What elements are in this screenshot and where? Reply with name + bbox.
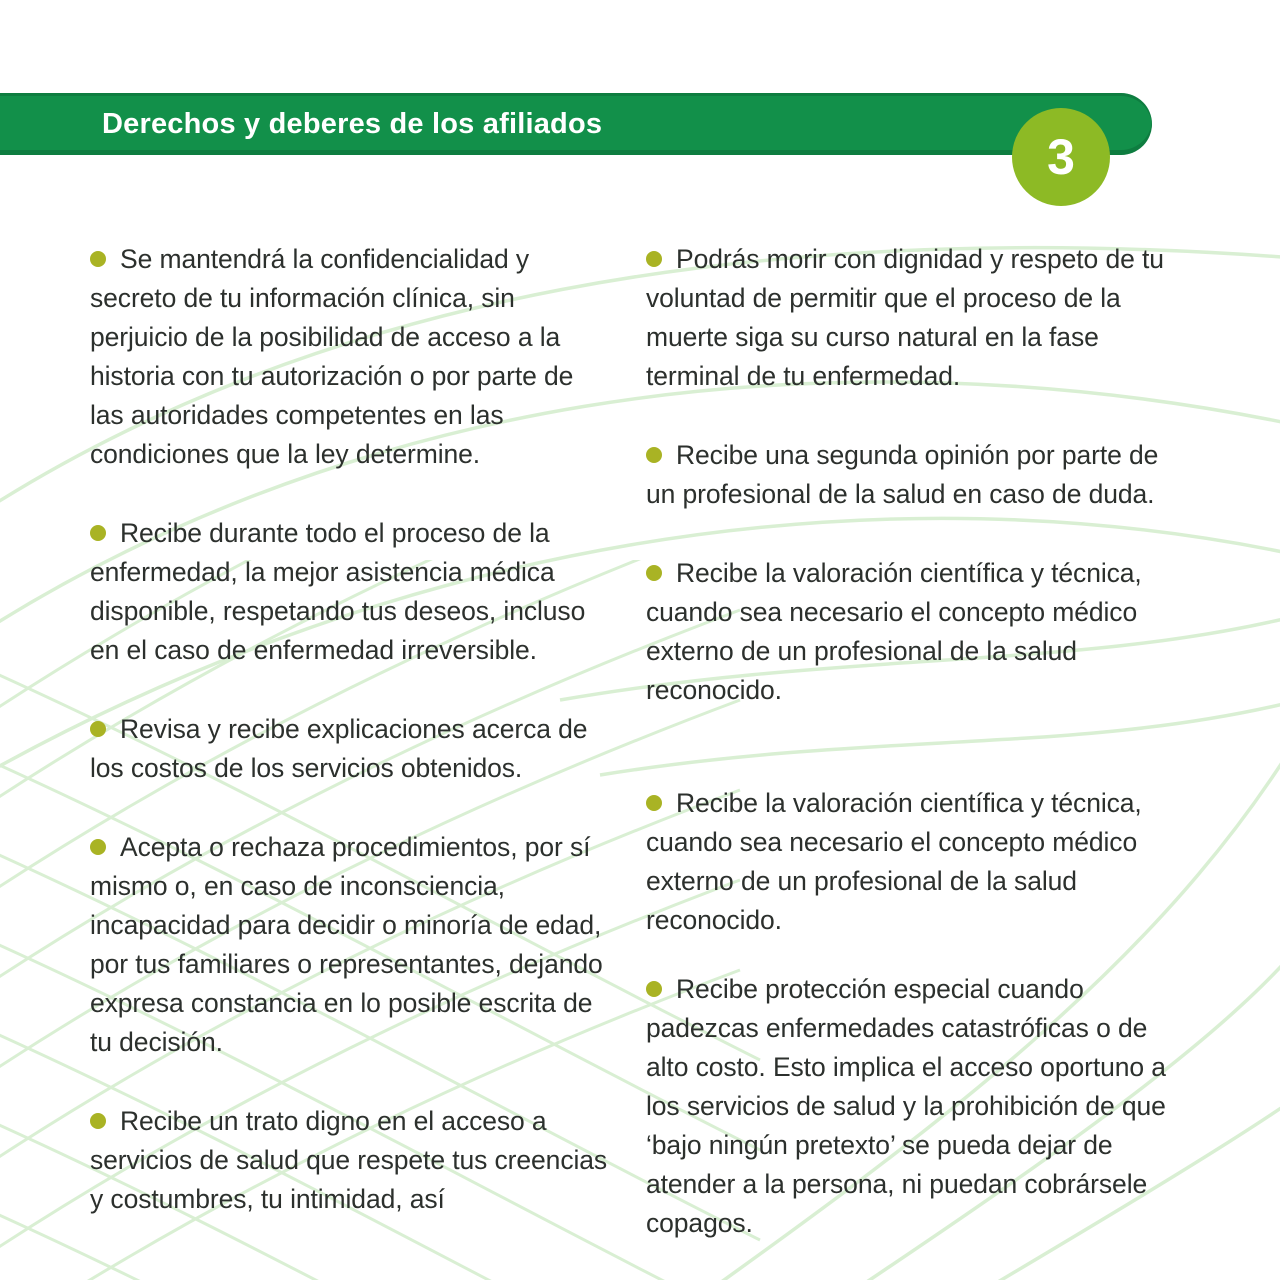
bullet-text: Acepta o rechaza procedimientos, por sí mismo o, en caso de inconsciencia, incapacidad para decidir o minoría de edad, por tus familiares o representantes, dejando expresa constancia en lo posible escrita de tu decisión. (90, 832, 603, 1057)
header-bar (0, 93, 1152, 155)
content-columns (90, 0, 1181, 1283)
bullet-text: Recibe un trato digno en el acceso a servicios de salud que respete tus creencias y costumbres, tu intimidad, así (90, 1106, 608, 1214)
bullet-text: Podrás morir con dignidad y respeto de tu voluntad de permitir que el proceso de la muerte siga su curso natural en la fase terminal de tu enfermedad. (646, 244, 1164, 391)
bullet-text: Recibe protección especial cuando padezcas enfermedades catastróficas o de alto costo. Esto implica el acceso oportuno a los servicios de salud y la prohibición de que ‘bajo ningún pretexto’ se pueda dejar de atender a la persona, ni puedan cobrársele copagos. (646, 974, 1166, 1238)
bullet-dot-icon (90, 839, 106, 855)
right-column (646, 240, 1181, 1283)
bullet-dot-icon (646, 565, 662, 581)
bullet-item (646, 554, 1181, 710)
bullet-text: Recibe durante todo el proceso de la enfermedad, la mejor asistencia médica disponible, respetando tus deseos, incluso en el caso de enfermedad irreversible. (90, 518, 586, 665)
bullet-text: Se mantendrá la confidencialidad y secreto de tu información clínica, sin perjuicio de la posibilidad de acceso a la historia con tu autorización o por parte de las autoridades competentes en las condiciones que la ley determine. (90, 244, 574, 469)
bullet-item (646, 970, 1181, 1243)
bullet-item (646, 436, 1181, 514)
bullet-dot-icon (90, 251, 106, 267)
bullet-dot-icon (90, 1113, 106, 1129)
bullet-item (646, 784, 1181, 940)
page-number-badge (1012, 108, 1110, 206)
bullet-text: Recibe la valoración científica y técnica, cuando sea necesario el concepto médico externo de un profesional de la salud reconocido. (646, 788, 1142, 935)
bullet-item (90, 514, 612, 670)
bullet-text: Revisa y recibe explicaciones acerca de los costos de los servicios obtenidos. (90, 714, 588, 783)
left-column (90, 240, 612, 1283)
bullet-text: Recibe una segunda opinión por parte de un profesional de la salud en caso de duda. (646, 440, 1159, 509)
bullet-dot-icon (90, 525, 106, 541)
bullet-item (90, 240, 612, 474)
bullet-dot-icon (646, 795, 662, 811)
page-number: 3 (1047, 129, 1075, 185)
bullet-dot-icon (646, 251, 662, 267)
bullet-item (90, 710, 612, 788)
bullet-item (90, 828, 612, 1062)
page-title: Derechos y deberes de los afiliados (102, 107, 603, 140)
bullet-dot-icon (90, 721, 106, 737)
bullet-text: Recibe la valoración científica y técnica, cuando sea necesario el concepto médico externo de un profesional de la salud reconocido. (646, 558, 1142, 705)
bullet-dot-icon (646, 981, 662, 997)
bullet-item (90, 1102, 612, 1219)
bullet-dot-icon (646, 447, 662, 463)
bullet-item (646, 240, 1181, 396)
